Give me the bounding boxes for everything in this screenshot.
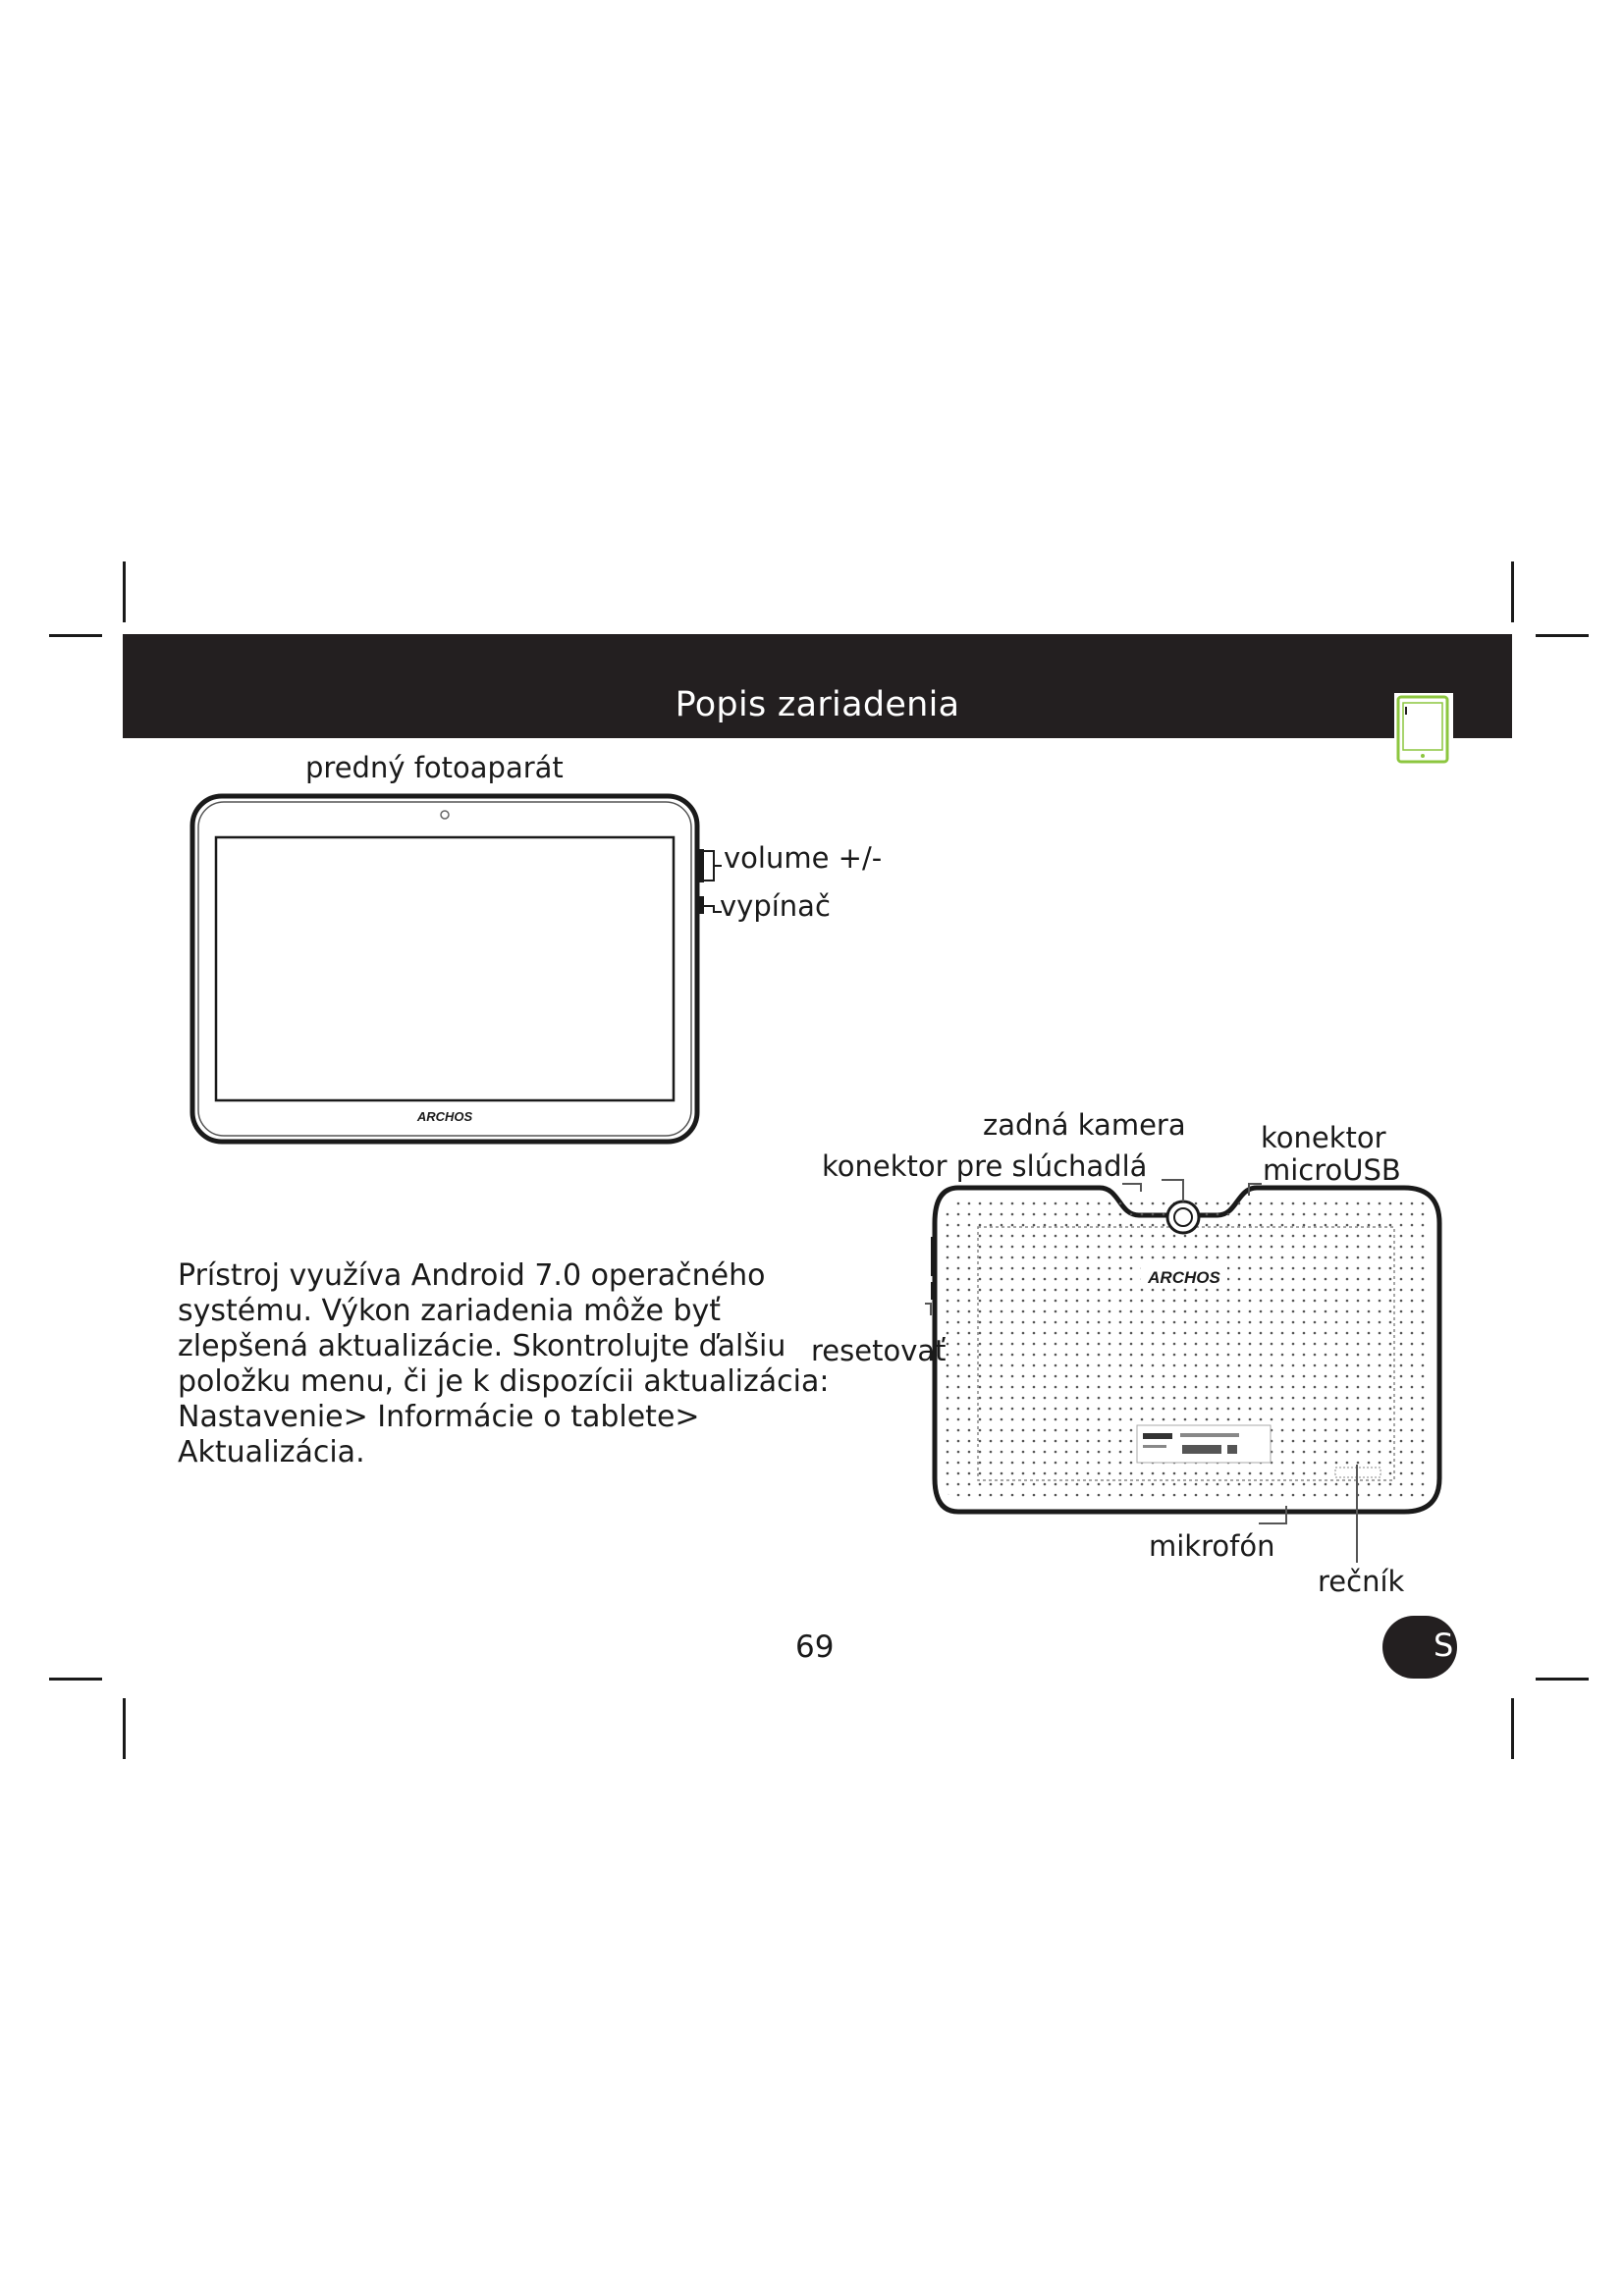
body-line-2: systému. Výkon zariadenia môže byť — [178, 1294, 722, 1328]
label-rear-camera: zadná kamera — [983, 1108, 1186, 1142]
crop-mark-bottom-left-h — [49, 1678, 102, 1681]
body-line-4: položku menu, či je k dispozícii aktualizácia: — [178, 1364, 830, 1399]
header-bar — [123, 634, 1512, 738]
crop-mark-top-left-v — [123, 561, 126, 622]
label-usb-line1: konektor — [1261, 1121, 1386, 1154]
rear-camera-lens — [1167, 1201, 1199, 1233]
body-line-1: Prístroj využíva Android 7.0 operačného — [178, 1258, 766, 1293]
crop-mark-bottom-right-v — [1511, 1698, 1514, 1759]
label-headphone-jack: konektor pre slúchadlá — [822, 1149, 1148, 1183]
crop-mark-top-right-h — [1536, 634, 1589, 637]
label-volume: volume +/- — [724, 841, 883, 875]
volume-button-shape — [697, 849, 704, 882]
power-button-shape — [697, 896, 704, 914]
label-front-camera: predný fotoaparát — [305, 751, 564, 784]
page-number: 69 — [795, 1629, 835, 1665]
label-microphone: mikrofón — [1149, 1529, 1275, 1563]
tablet-front-screen — [216, 837, 674, 1100]
leader-headphone — [1122, 1184, 1141, 1192]
front-logo: ARCHOS — [416, 1109, 473, 1124]
regulatory-label-plate — [1137, 1425, 1271, 1463]
body-paragraph — [178, 1258, 830, 1470]
tablet-back-illustration — [923, 1168, 1473, 1541]
label-usb-line2: microUSB — [1263, 1153, 1401, 1187]
crop-mark-top-left-h — [49, 634, 102, 637]
back-logo: ARCHOS — [1148, 1268, 1220, 1287]
label-power: vypínač — [720, 889, 831, 923]
language-badge-letter: S — [1434, 1627, 1454, 1664]
page-title: Popis zariadenia — [675, 685, 960, 724]
crop-mark-bottom-right-h — [1536, 1678, 1589, 1681]
tablet-icon — [1394, 693, 1453, 766]
body-line-3: zlepšená aktualizácie. Skontrolujte ďalšiu — [178, 1329, 786, 1363]
crop-mark-top-right-v — [1511, 561, 1514, 622]
label-speaker: rečník — [1318, 1565, 1405, 1598]
language-badge — [1382, 1616, 1457, 1679]
leader-reset — [925, 1304, 931, 1315]
crop-mark-bottom-left-v — [123, 1698, 126, 1759]
tablet-front-illustration — [187, 790, 727, 1148]
body-line-5: Nastavenie> Informácie o tablete> — [178, 1400, 700, 1434]
label-reset: resetovať — [811, 1334, 947, 1367]
body-line-6: Aktualizácia. — [178, 1435, 365, 1469]
